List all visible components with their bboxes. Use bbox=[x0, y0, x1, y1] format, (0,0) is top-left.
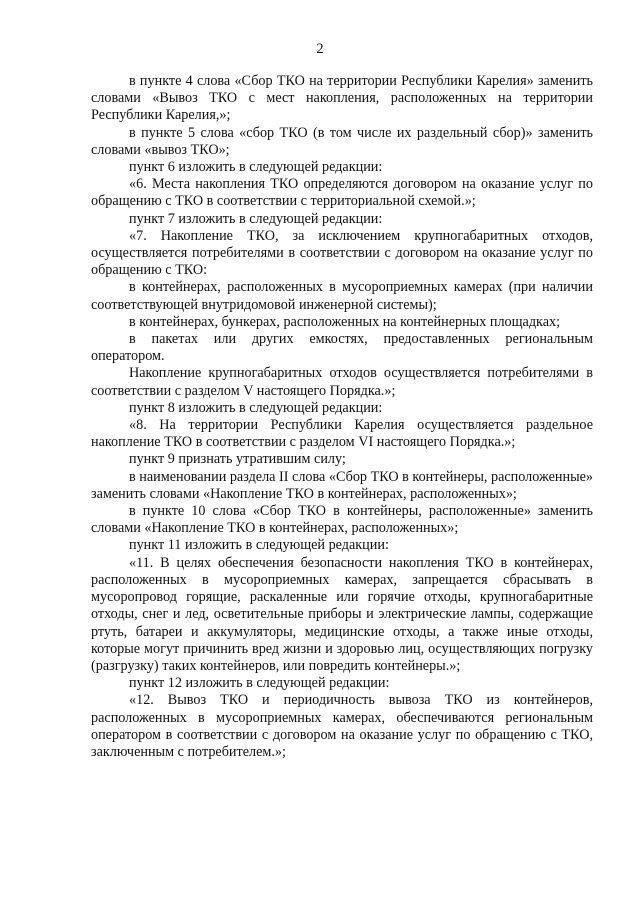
paragraph-6: «7. Накопление ТКО, за исключением крупногабаритных отходов, осуществляется потребителями в соответствии с договором на оказание услуг по обращению с ТКО: bbox=[91, 227, 593, 279]
paragraph-13: пункт 9 признать утратившим силу; bbox=[129, 451, 346, 468]
paragraph-15: в пункте 10 слова «Сбор ТКО в контейнеры, расположенные» заменить словами «Накопление ТКО в контейнерах, расположенных»; bbox=[91, 503, 593, 537]
paragraph-4: «6. Места накопления ТКО определяются договором на оказание услуг по обращению с ТКО в соответствии с территориальной схемой.»; bbox=[91, 176, 593, 210]
paragraph-3: пункт 6 изложить в следующей редакции: bbox=[129, 159, 383, 176]
paragraph-2: в пункте 5 слова «сбор ТКО (в том числе их раздельный сбор)» заменить словами «вывоз ТКО»; bbox=[91, 124, 593, 158]
paragraph-7: в контейнерах, расположенных в мусороприемных камерах (при наличии соответствующей внутридомовой инженерной системы); bbox=[91, 279, 593, 313]
paragraph-17: «11. В целях обеспечения безопасности накопления ТКО в контейнерах, расположенных в мусороприемных камерах, запрещается сбрасывать в мусоропровод горящие, раскаленные или горячие отходы, крупногабаритные отходы, снег и лед, осветительные приборы и электрические лампы, содержащие ртуть, батареи и аккумуляторы, медицинские отходы, а также иные отходы, которые могут причинить вред жизни и здоровью лиц, осуществляющих погрузку (разгрузку) таких контейнеров, или повредить контейнеры.»; bbox=[91, 554, 593, 674]
paragraph-18: пункт 12 изложить в следующей редакции: bbox=[129, 675, 390, 692]
paragraph-12: «8. На территории Республики Карелия осуществляется раздельное накопление ТКО в соответствии с разделом VI настоящего Порядка.»; bbox=[91, 417, 593, 451]
paragraph-8: в контейнерах, бункерах, расположенных на контейнерных площадках; bbox=[129, 313, 561, 330]
paragraph-1: в пункте 4 слова «Сбор ТКО на территории Республики Карелия» заменить словами «Вывоз ТКО с мест накопления, расположенных на территории Республики Карелия,»; bbox=[91, 73, 593, 124]
paragraph-5: пункт 7 изложить в следующей редакции: bbox=[129, 210, 383, 227]
paragraph-11: пункт 8 изложить в следующей редакции: bbox=[129, 399, 383, 416]
document-body bbox=[91, 73, 593, 761]
paragraph-10: Накопление крупногабаритных отходов осуществляется потребителями в соответствии с разделом V настоящего Порядка.»; bbox=[91, 365, 593, 399]
paragraph-14: в наименовании раздела II слова «Сбор ТКО в контейнеры, расположенные» заменить словами «Накопление ТКО в контейнерах, расположенных»; bbox=[91, 468, 593, 502]
page-number: 2 bbox=[316, 41, 324, 57]
paragraph-19: «12. Вывоз ТКО и периодичность вывоза ТКО из контейнеров, расположенных в мусороприемных камерах, обеспечиваются региональным оператором в соответствии с договором на оказание услуг по обращению с ТКО, заключенным с потребителем.»; bbox=[91, 692, 593, 760]
paragraph-9: в пакетах или других емкостях, предоставленных региональным оператором. bbox=[91, 331, 593, 365]
paragraph-16: пункт 11 изложить в следующей редакции: bbox=[129, 537, 389, 554]
